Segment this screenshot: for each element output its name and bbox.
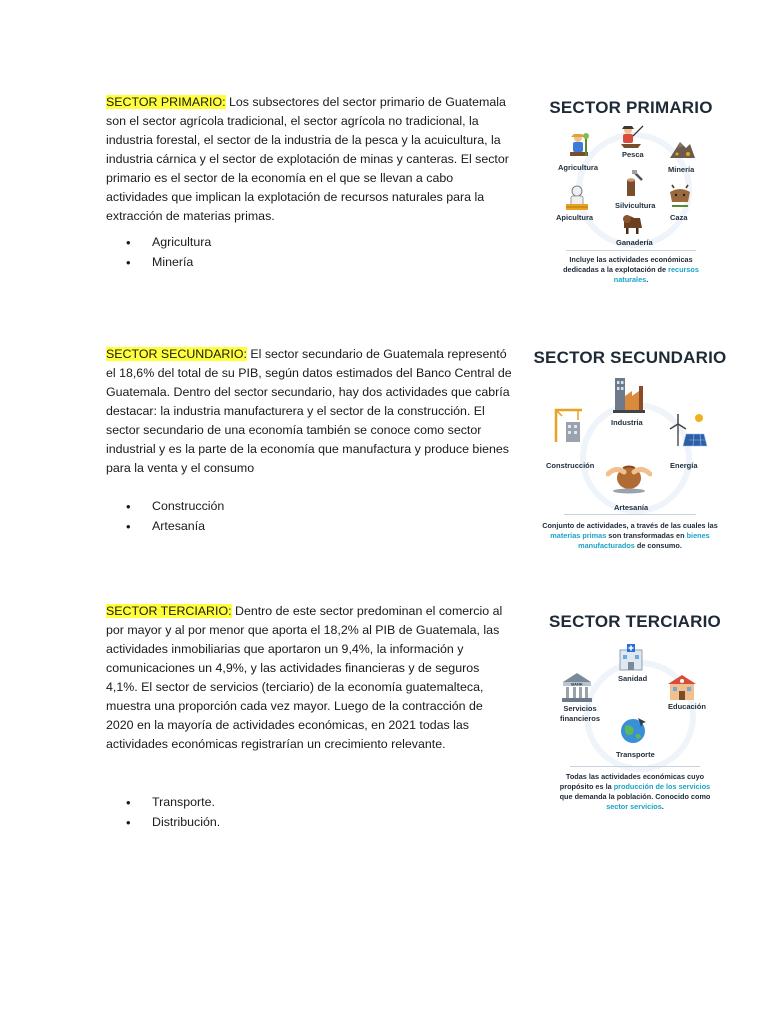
label-energia: Energía xyxy=(670,461,698,470)
primario-infographic-title: SECTOR PRIMARIO xyxy=(549,98,713,117)
primario-infographic xyxy=(536,92,726,282)
terciario-paragraph xyxy=(106,602,512,754)
construction-crane-icon xyxy=(550,406,584,444)
livestock-icon xyxy=(618,210,646,236)
divider xyxy=(570,766,700,767)
label-construccion: Construcción xyxy=(546,461,595,470)
factory-icon xyxy=(612,374,646,414)
secundario-heading: SECTOR SECUNDARIO: xyxy=(106,347,247,361)
list-item: • Artesanía xyxy=(126,517,224,537)
label-ganaderia: Ganadería xyxy=(616,238,653,247)
primario-bullet-list xyxy=(126,233,211,272)
primario-paragraph xyxy=(106,93,512,226)
label-artesania: Artesanía xyxy=(614,503,649,512)
wind-solar-energy-icon xyxy=(668,412,708,448)
secundario-caption: Conjunto de actividades, a través de las cuales las materias primas son transformadas en bienes manufacturados de consumo. xyxy=(542,521,718,550)
label-agricultura: Agricultura xyxy=(558,163,599,172)
label-sanidad: Sanidad xyxy=(618,674,648,683)
hospital-icon xyxy=(616,642,646,672)
label-educacion: Educación xyxy=(668,702,706,711)
terciario-infographic xyxy=(540,608,730,818)
primario-heading: SECTOR PRIMARIO: xyxy=(106,95,226,109)
primario-body: Los subsectores del sector primario de Guatemala son el sector agrícola tradicional, el sector agrícola no tradicional, la industria forestal, el sector de la industria de la pesca y la acuicultura, la industria cárnica y el sector de explotación de minas y canteras. El sector primario es el sector de la economía en el que se llevan a cabo actividades que implican la explotación de recursos naturales para la extracción de materias primas. xyxy=(106,95,509,223)
list-item: • Transporte. xyxy=(126,793,220,813)
mining-icon xyxy=(668,136,696,160)
secundario-infographic-title: SECTOR SECUNDARIO xyxy=(533,348,727,367)
primario-caption: Incluye las actividades económicas dedicadas a la explotación de recursos naturales. xyxy=(563,255,699,284)
label-apicultura: Apicultura xyxy=(556,213,594,222)
list-item: • Distribución. xyxy=(126,813,220,833)
terciario-infographic-title: SECTOR TERCIARIO xyxy=(549,612,721,631)
terciario-heading: SECTOR TERCIARIO: xyxy=(106,604,232,618)
forestry-icon xyxy=(620,168,644,198)
list-item: • Agricultura xyxy=(126,233,211,253)
secundario-body: El sector secundario de Guatemala representó el 18,6% del total de su PIB, según datos estimados del Banco Central de Guatemala. Dentro del sector secundario, hay dos actividades que cabría destacar: la industria manufacturera y el sector de la construcción. El sector secundario de una economía también se conoce como sector industrial y es la parte de la economía que manufactura y produce bienes para la venta y el consumo xyxy=(106,347,512,475)
label-mineria: Minería xyxy=(668,165,695,174)
fisherman-icon xyxy=(618,124,644,150)
beekeeping-icon xyxy=(564,184,590,212)
bank-icon xyxy=(560,670,594,704)
pottery-hands-icon xyxy=(606,456,652,494)
label-silvicultura: Silvicultura xyxy=(615,201,656,210)
terciario-bullet-list xyxy=(126,793,220,832)
label-pesca: Pesca xyxy=(622,150,644,159)
globe-transport-icon xyxy=(616,714,650,748)
terciario-caption: Todas las actividades económicas cuyo propósito es la producción de los servicios que demanda la población. Conocido como sector servicios. xyxy=(559,772,711,811)
school-icon xyxy=(666,672,698,702)
hunting-icon xyxy=(666,184,694,210)
farmer-icon xyxy=(566,132,592,160)
label-transporte: Transporte xyxy=(616,750,655,759)
label-caza: Caza xyxy=(670,213,688,222)
divider xyxy=(566,250,696,251)
label-servicios-financieros: Servicios financieros xyxy=(560,704,601,723)
list-item: • Construcción xyxy=(126,497,224,517)
label-industria: Industria xyxy=(611,418,643,427)
terciario-body: Dentro de este sector predominan el comercio al por mayor y al por menor que aporta el 18,2% al PIB de Guatemala, las actividades inmobiliarias que aportaron un 9,4%, la información y comunicaciones un 4,9%, y las actividades financieras y de seguros 4,1%. El sector de servicios (terciario) de la economía guatemalteca, muestra una proporción cada vez mayor. Luego de la contracción de 2020 en la mayoría de actividades económicas, en 2021 todas las actividades económicas registrarían un crecimiento relevante. xyxy=(106,604,503,751)
secundario-bullet-list xyxy=(126,497,224,536)
secundario-paragraph xyxy=(106,345,512,478)
divider xyxy=(564,514,696,515)
bank-sign-text: BANK xyxy=(571,681,583,687)
secundario-infographic xyxy=(532,346,728,558)
list-item: • Minería xyxy=(126,253,211,273)
